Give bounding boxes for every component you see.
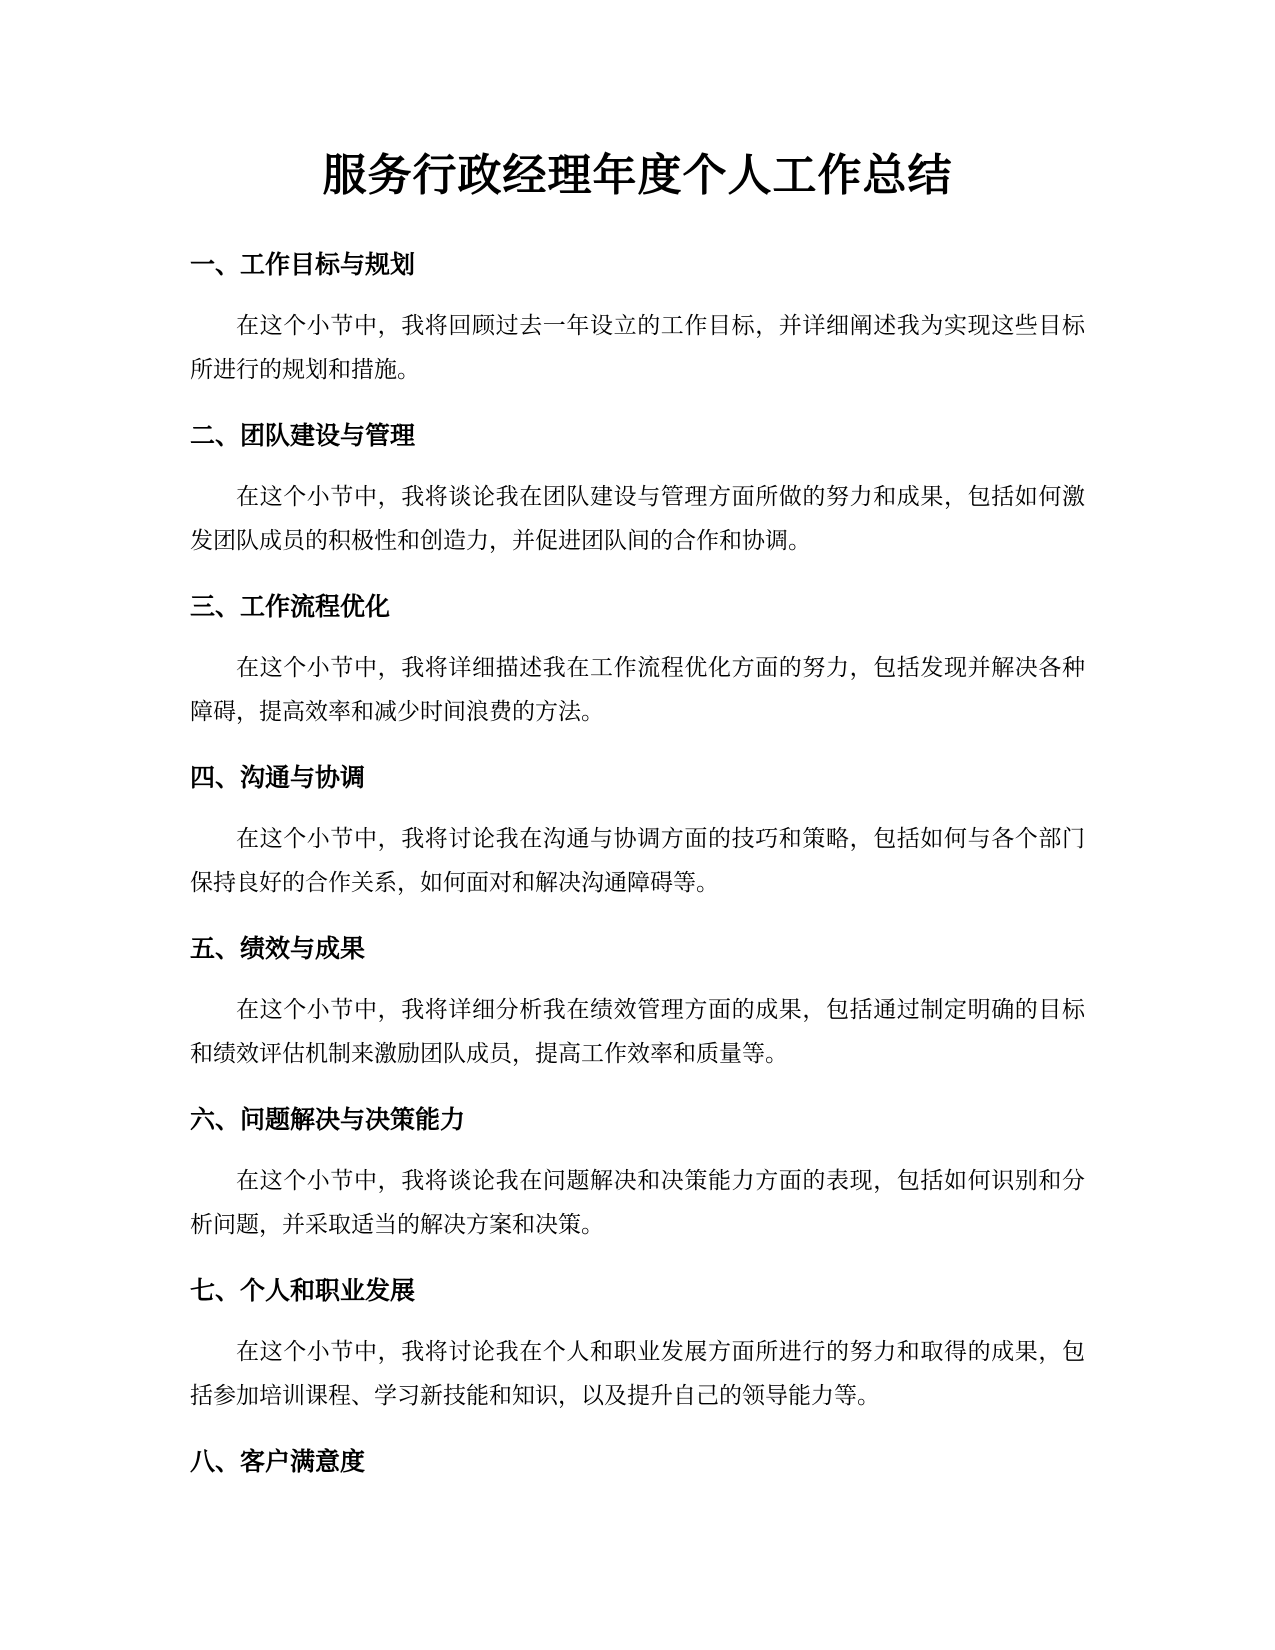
section-body: 在这个小节中，我将回顾过去一年设立的工作目标，并详细阐述我为实现这些目标所进行的规划和措施。 <box>190 313 1085 383</box>
section-heading: 一、工作目标与规划 <box>190 250 416 279</box>
section-problem-solving <box>190 1103 1085 1247</box>
section-heading: 六、问题解决与决策能力 <box>190 1105 466 1134</box>
section-work-goals <box>190 248 1085 392</box>
section-performance <box>190 932 1085 1076</box>
section-heading: 八、客户满意度 <box>190 1447 366 1476</box>
section-team-building <box>190 419 1085 563</box>
section-body: 在这个小节中，我将详细描述我在工作流程优化方面的努力，包括发现并解决各种障碍，提高效率和减少时间浪费的方法。 <box>190 655 1085 725</box>
document-title: 服务行政经理年度个人工作总结 <box>322 150 953 201</box>
section-heading: 七、个人和职业发展 <box>190 1276 416 1305</box>
section-body: 在这个小节中，我将谈论我在问题解决和决策能力方面的表现，包括如何识别和分析问题，并采取适当的解决方案和决策。 <box>190 1168 1085 1238</box>
section-body: 在这个小节中，我将详细分析我在绩效管理方面的成果，包括通过制定明确的目标和绩效评估机制来激励团队成员，提高工作效率和质量等。 <box>190 997 1085 1067</box>
section-customer-satisfaction <box>190 1445 1085 1479</box>
section-communication <box>190 761 1085 905</box>
section-heading: 五、绩效与成果 <box>190 934 366 963</box>
document-content <box>190 248 1085 1501</box>
section-personal-development <box>190 1274 1085 1418</box>
section-heading: 四、沟通与协调 <box>190 763 366 792</box>
section-heading: 二、团队建设与管理 <box>190 421 416 450</box>
section-body: 在这个小节中，我将讨论我在沟通与协调方面的技巧和策略，包括如何与各个部门保持良好的合作关系，如何面对和解决沟通障碍等。 <box>190 826 1085 896</box>
section-process-optimization <box>190 590 1085 734</box>
section-body: 在这个小节中，我将谈论我在团队建设与管理方面所做的努力和成果，包括如何激发团队成员的积极性和创造力，并促进团队间的合作和协调。 <box>190 484 1085 554</box>
section-heading: 三、工作流程优化 <box>190 592 391 621</box>
section-body: 在这个小节中，我将讨论我在个人和职业发展方面所进行的努力和取得的成果，包括参加培训课程、学习新技能和知识，以及提升自己的领导能力等。 <box>190 1339 1085 1409</box>
